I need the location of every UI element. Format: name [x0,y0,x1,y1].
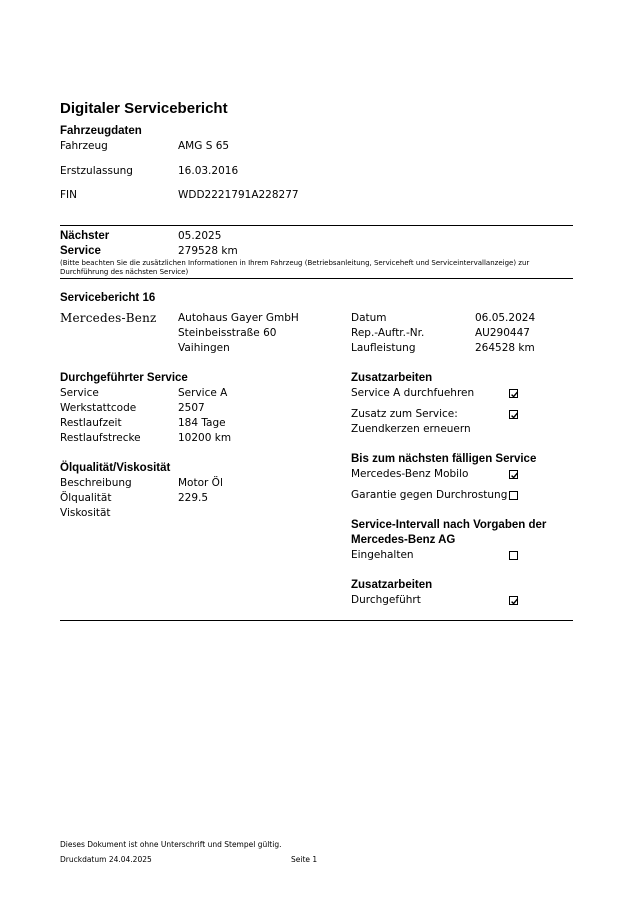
vehicle-heading: Fahrzeugdaten [60,125,142,137]
order-number-label: Rep.-Auftr.-Nr. [351,327,425,339]
vehicle-label: Fahrzeug [60,140,108,152]
workshop-city: Vaihingen [178,342,230,354]
date-value: 06.05.2024 [475,312,536,324]
mercedes-benz-logo: Mercedes-Benz [60,311,157,325]
remaining-distance-value: 10200 km [178,432,232,444]
workshop-street: Steinbeisstraße 60 [178,327,277,339]
interval-complied-checkbox [509,551,518,560]
page-title: Digitaler Servicebericht [60,100,228,117]
service-value: Service A [178,387,228,399]
checkmark-icon [510,471,519,480]
divider [60,278,573,279]
mobilo-label: Mercedes-Benz Mobilo [351,468,469,480]
until-next-heading: Bis zum nächsten fälligen Service [351,453,537,465]
service-label: Service [60,387,99,399]
report-heading: Servicebericht 16 [60,292,156,304]
next-service-label-2: Service [60,245,101,257]
divider [60,620,573,621]
fin-label: FIN [60,189,77,201]
extras-item-label: Zuendkerzen erneuern [351,423,471,435]
remaining-distance-label: Restlaufstrecke [60,432,141,444]
next-service-note: (Bitte beachten Sie die zusätzlichen Informationen in Ihrem Fahrzeug (Betriebsanleitung, Serviceheft und Serviceintervallanzeige) zur Durchführung des nächsten Service) [60,259,530,276]
workshop-code-value: 2507 [178,402,205,414]
extras-service-a-checkbox [509,389,518,398]
oil-description-value: Motor Öl [178,477,223,489]
workshop-code-label: Werkstattcode [60,402,137,414]
date-label: Datum [351,312,387,324]
extras-spark-plugs-checkbox [509,410,518,419]
remaining-time-value: 184 Tage [178,417,226,429]
fin-value: WDD2221791A228277 [178,189,299,201]
next-service-km: 279528 km [178,245,238,257]
interval-heading-1: Service-Intervall nach Vorgaben der [351,519,547,531]
interval-heading-2: Mercedes-Benz AG [351,534,456,546]
oil-quality-label: Ölqualität [60,492,112,504]
performed-service-heading: Durchgeführter Service [60,372,188,384]
remaining-time-label: Restlaufzeit [60,417,122,429]
extras-item-label: Zusatz zum Service: [351,408,458,420]
divider [60,225,573,226]
workshop-name: Autohaus Gayer GmbH [178,312,299,324]
checkmark-icon [510,411,519,420]
oil-heading: Ölqualität/Viskosität [60,462,171,474]
order-number-value: AU290447 [475,327,530,339]
page-number: Seite 1 [291,855,318,864]
vehicle-value: AMG S 65 [178,140,230,152]
validity-note: Dieses Dokument ist ohne Unterschrift und Stempel gültig. [60,840,282,849]
next-service-date: 05.2025 [178,230,222,242]
extras-heading: Zusatzarbeiten [351,372,433,384]
interval-complied-label: Eingehalten [351,549,414,561]
oil-description-label: Beschreibung [60,477,132,489]
mobilo-checkbox [509,470,518,479]
first-registration-value: 16.03.2016 [178,165,239,177]
extras2-done-checkbox [509,596,518,605]
mileage-value: 264528 km [475,342,535,354]
extras2-heading: Zusatzarbeiten [351,579,433,591]
checkmark-icon [510,390,519,399]
checkmark-icon [510,597,519,606]
print-date: Druckdatum 24.04.2025 [60,855,152,864]
mileage-label: Laufleistung [351,342,416,354]
rust-warranty-checkbox [509,491,518,500]
extras2-done-label: Durchgeführt [351,594,421,606]
rust-warranty-label: Garantie gegen Durchrostung [351,489,508,501]
next-service-label-1: Nächster [60,230,110,242]
first-registration-label: Erstzulassung [60,165,133,177]
oil-quality-value: 229.5 [178,492,209,504]
viscosity-label: Viskosität [60,507,111,519]
extras-item-label: Service A durchfuehren [351,387,475,399]
